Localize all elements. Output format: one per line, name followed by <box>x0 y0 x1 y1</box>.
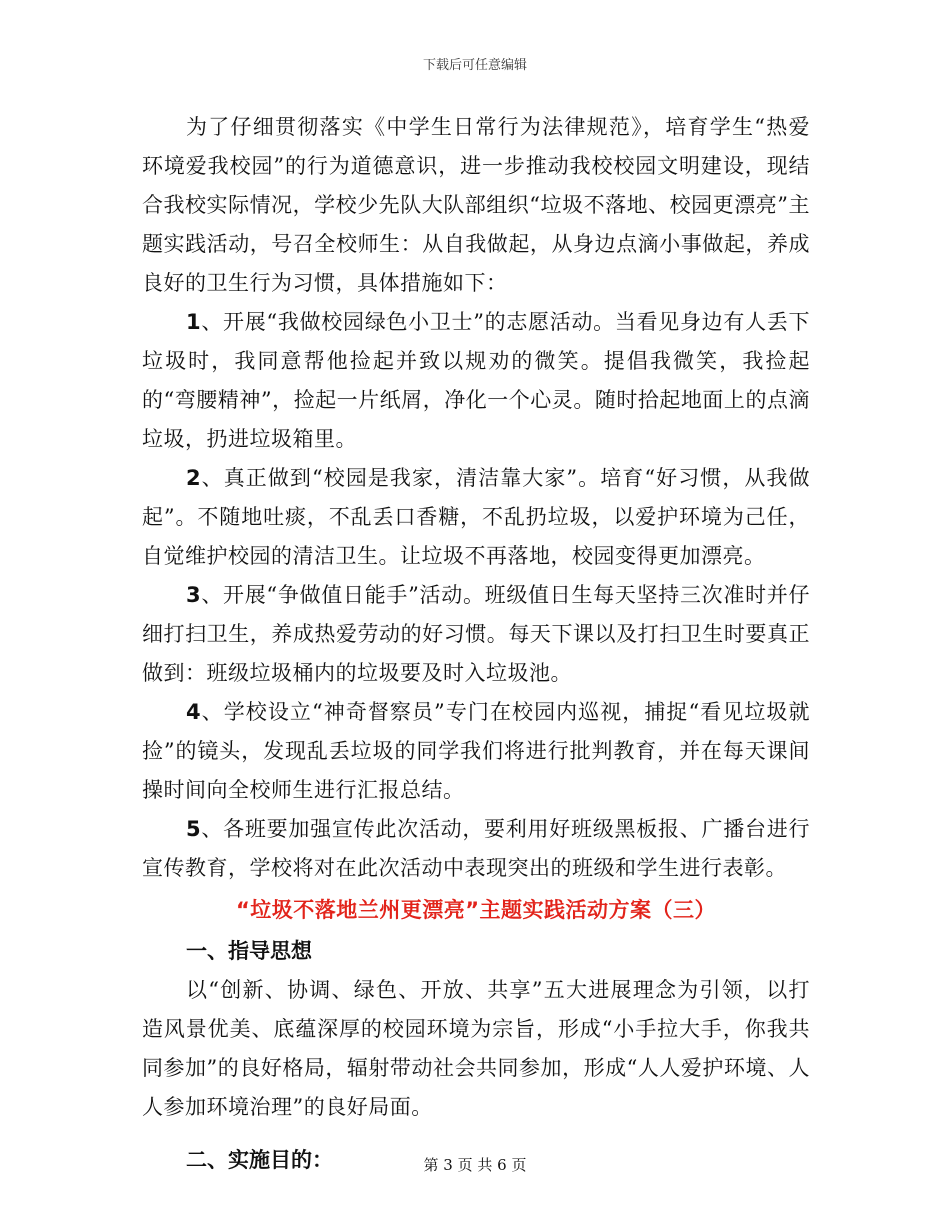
measure-number: 1 <box>186 310 202 334</box>
plan-title: “垃圾不落地兰州更漂亮”主题实践活动方案（三） <box>235 898 717 922</box>
section-heading-purpose: 二、实施目的： <box>186 1148 333 1172</box>
measure-item-3 <box>142 576 810 693</box>
measure-number: 4 <box>186 700 202 724</box>
measure-item-5 <box>142 810 810 888</box>
measure-item-1 <box>142 303 810 459</box>
measure-text: 、各班要加强宣传此次活动，要利用好班级黑板报、广播台进行宣传教育，学校将对在此次活动中表现突出的班级和学生进行表彰。 <box>142 817 810 880</box>
section-heading-guiding-idea: 一、指导思想 <box>186 939 312 963</box>
intro-paragraph: 为了仔细贯彻落实《中学生日常行为法律规范》，培育学生“热爱环境爱我校园”的行为道德意识，进一步推动我校校园文明建设，现结合我校实际情况，学校少先队大队部组织“垃圾不落地、校园更漂亮”主题实践活动，号召全校师生：从自我做起，从身边点滴小事做起，养成良好的卫生行为习惯，具体措施如下： <box>142 115 810 295</box>
measure-number: 3 <box>186 583 202 607</box>
measure-item-4 <box>142 693 810 810</box>
page-number: 第 3 页 共 6 页 <box>423 1156 527 1174</box>
measure-number: 5 <box>186 817 202 841</box>
measure-text: 、真正做到“校园是我家，清洁靠大家”。培育“好习惯，从我做起”。不随地吐痰，不乱丢口香糖，不乱扔垃圾，以爱护环境为己任，自觉维护校园的清洁卫生。让垃圾不再落地，校园变得更加漂亮。 <box>142 466 810 568</box>
header-note: 下载后可任意编辑 <box>422 58 527 73</box>
section-paragraph-guiding-idea: 以“创新、协调、绿色、开放、共享”五大进展理念为引领，以打造风景优美、底蕴深厚的校园环境为宗旨，形成“小手拉大手，你我共同参加”的良好格局，辐射带动社会共同参加，形成“人人爱护环境、人人参加环境治理”的良好局面。 <box>142 978 810 1119</box>
measure-item-2 <box>142 459 810 576</box>
measure-text: 、开展“我做校园绿色小卫士”的志愿活动。当看见身边有人丢下垃圾时，我同意帮他捡起并致以规劝的微笑。提倡我微笑，我捡起的“弯腰精神”，捡起一片纸屑，净化一个心灵。随时拾起地面上的点滴垃圾，扔进垃圾箱里。 <box>142 310 810 451</box>
measure-text: 、学校设立“神奇督察员”专门在校园内巡视，捕捉“看见垃圾就捡”的镜头，发现乱丢垃圾的同学我们将进行批判教育，并在每天课间操时间向全校师生进行汇报总结。 <box>142 700 810 802</box>
document-body <box>142 108 810 1180</box>
measure-text: 、开展“争做值日能手”活动。班级值日生每天坚持三次准时并仔细打扫卫生，养成热爱劳动的好习惯。每天下课以及打扫卫生时要真正做到：班级垃圾桶内的垃圾要及时入垃圾池。 <box>142 583 810 685</box>
measure-number: 2 <box>186 466 202 490</box>
